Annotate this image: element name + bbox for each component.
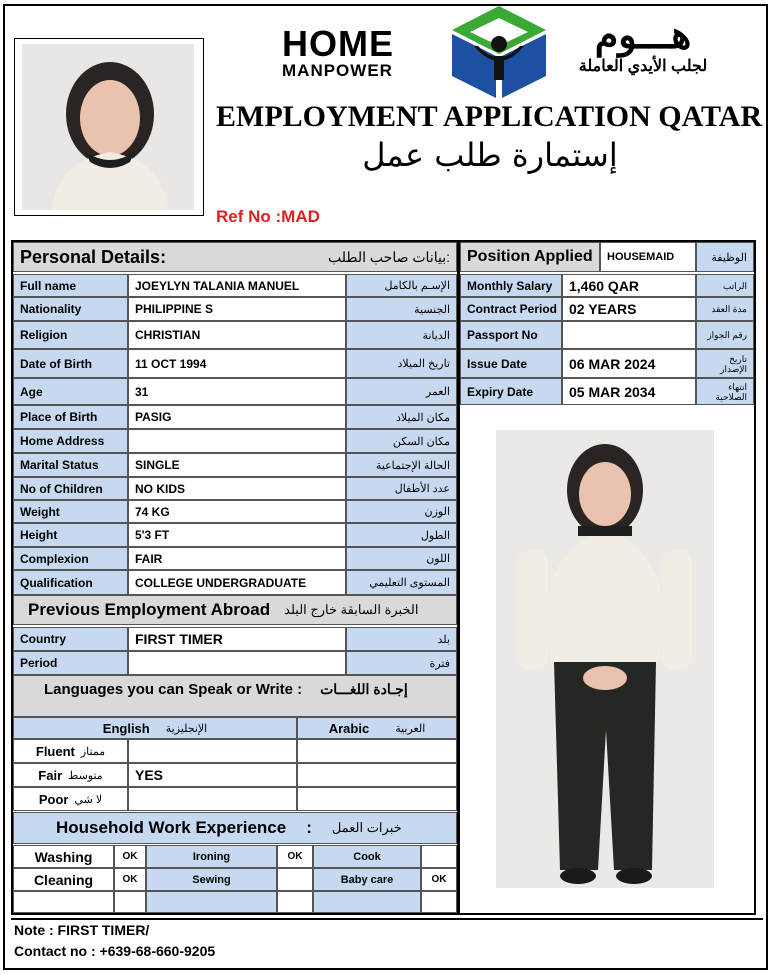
- household-task: Baby care: [313, 868, 421, 891]
- household-empty-cell: [421, 891, 457, 913]
- language-english-value: YES: [128, 763, 297, 787]
- previous-row-label: Period: [13, 651, 128, 675]
- english-header: [13, 717, 297, 739]
- position-row-arabic: الراتب: [696, 274, 754, 297]
- personal-title: Personal Details:: [20, 246, 167, 267]
- position-row-label: Contract Period: [460, 297, 562, 321]
- position-row-label: Monthly Salary: [460, 274, 562, 297]
- languages-title-arabic: إجـادة اللغـــات: [320, 681, 408, 697]
- personal-row-value: JOEYLYN TALANIA MANUEL: [128, 274, 346, 297]
- logo-arabic-name: هـــوم: [594, 15, 692, 57]
- personal-row-value: 74 KG: [128, 500, 346, 523]
- household-empty-cell: [13, 891, 114, 913]
- position-row-label: Issue Date: [460, 349, 562, 378]
- household-task: Ironing: [146, 845, 277, 868]
- language-level: [13, 787, 128, 811]
- household-task-value: OK: [114, 845, 146, 868]
- personal-row-value: PHILIPPINE S: [128, 297, 346, 321]
- household-empty-cell: [114, 891, 146, 913]
- languages-header: [13, 675, 457, 717]
- personal-row-value: NO KIDS: [128, 477, 346, 500]
- english-label-arabic: الإنجليزية: [165, 722, 208, 735]
- language-level: [13, 763, 128, 787]
- language-level-arabic: متوسط: [68, 769, 103, 782]
- personal-row-arabic: المستوى التعليمي: [346, 570, 457, 595]
- personal-row-arabic: الجنسية: [346, 297, 457, 321]
- english-label: English: [102, 720, 150, 736]
- personal-row-label: Date of Birth: [13, 349, 128, 378]
- personal-row-value: [128, 429, 346, 453]
- personal-row-label: Home Address: [13, 429, 128, 453]
- arabic-header: [297, 717, 457, 739]
- personal-row-value: COLLEGE UNDERGRADUATE: [128, 570, 346, 595]
- personal-row-value: 31: [128, 378, 346, 405]
- portrait-photo: [22, 44, 194, 210]
- personal-row-value: SINGLE: [128, 453, 346, 477]
- household-empty-cell: [313, 891, 421, 913]
- languages-title: Languages you can Speak or Write :: [44, 681, 303, 698]
- personal-row-label: Complexion: [13, 547, 128, 570]
- personal-row-label: Religion: [13, 321, 128, 349]
- logo-english: [282, 23, 442, 80]
- position-row-arabic: مدة العقد: [696, 297, 754, 321]
- personal-row-arabic: الحالة الإجتماعية: [346, 453, 457, 477]
- personal-row-arabic: اللون: [346, 547, 457, 570]
- previous-row-label: Country: [13, 627, 128, 651]
- personal-row-arabic: عدد الأطفال: [346, 477, 457, 500]
- personal-row-label: Full name: [13, 274, 128, 297]
- personal-row-value: 11 OCT 1994: [128, 349, 346, 378]
- position-value: HOUSEMAID: [600, 242, 696, 272]
- previous-row-arabic: فترة: [346, 651, 457, 675]
- personal-row-arabic: تاريخ الميلاد: [346, 349, 457, 378]
- language-english-value: [128, 739, 297, 763]
- language-arabic-value: [297, 787, 457, 811]
- personal-row-label: Age: [13, 378, 128, 405]
- household-colon: :: [306, 818, 312, 837]
- language-level-arabic: لا شي: [74, 793, 103, 806]
- household-task: Cook: [313, 845, 421, 868]
- title-english: EMPLOYMENT APPLICATION QATAR: [216, 100, 763, 133]
- language-level-arabic: ممتاز: [80, 745, 106, 758]
- full-body-photo: [496, 430, 714, 888]
- personal-row-arabic: الطول: [346, 523, 457, 547]
- previous-row-value: FIRST TIMER: [128, 627, 346, 651]
- personal-row-arabic: مكان الميلاد: [346, 405, 457, 429]
- household-task-value: OK: [114, 868, 146, 891]
- personal-row-arabic: الإسـم بالكامل: [346, 274, 457, 297]
- footer-note: Note : FIRST TIMER/: [14, 922, 150, 938]
- household-title-arabic: خبرات العمل: [331, 820, 402, 835]
- household-header: [13, 812, 457, 844]
- language-arabic-value: [297, 763, 457, 787]
- previous-header: [13, 595, 457, 625]
- position-title-arabic: الوظيفة: [696, 242, 754, 272]
- previous-row-arabic: بلد: [346, 627, 457, 651]
- personal-row-label: No of Children: [13, 477, 128, 500]
- personal-title-arabic: بيانات صاحب الطلب:: [328, 248, 450, 265]
- personal-row-value: 5'3 FT: [128, 523, 346, 547]
- personal-row-arabic: الوزن: [346, 500, 457, 523]
- language-level-label: Poor: [38, 791, 69, 807]
- logo-manpower-text: MANPOWER: [282, 61, 393, 80]
- position-row-arabic: انتهاء الصلاحية: [696, 378, 754, 405]
- language-level: [13, 739, 128, 763]
- position-row-label: Expiry Date: [460, 378, 562, 405]
- household-empty-cell: [146, 891, 277, 913]
- personal-row-label: Marital Status: [13, 453, 128, 477]
- language-arabic-value: [297, 739, 457, 763]
- logo-arabic: [558, 16, 728, 76]
- household-task-value: [277, 868, 313, 891]
- household-title: Household Work Experience: [56, 818, 287, 837]
- language-level-label: Fair: [38, 767, 63, 783]
- personal-row-value: PASIG: [128, 405, 346, 429]
- personal-row-value: CHRISTIAN: [128, 321, 346, 349]
- personal-row-value: FAIR: [128, 547, 346, 570]
- household-task-value: OK: [421, 868, 457, 891]
- personal-row-label: Nationality: [13, 297, 128, 321]
- household-task-value: OK: [277, 845, 313, 868]
- logo-home-text: HOME: [282, 23, 394, 64]
- household-task-value: [421, 845, 457, 868]
- arabic-label-arabic: العربية: [395, 722, 426, 735]
- household-task: Cleaning: [13, 868, 114, 891]
- personal-row-label: Height: [13, 523, 128, 547]
- personal-row-label: Qualification: [13, 570, 128, 595]
- position-title: Position Applied: [460, 242, 600, 272]
- personal-row-label: Weight: [13, 500, 128, 523]
- position-row-label: Passport No: [460, 321, 562, 349]
- personal-row-arabic: الديانة: [346, 321, 457, 349]
- arabic-label: Arabic: [328, 720, 370, 736]
- reference-number: Ref No :MAD: [216, 207, 320, 226]
- footer-contact: Contact no : +639-68-660-9205: [14, 943, 216, 959]
- personal-header: [13, 242, 457, 272]
- personal-row-arabic: العمر: [346, 378, 457, 405]
- previous-row-value: [128, 651, 346, 675]
- position-row-value: 06 MAR 2024: [562, 349, 696, 378]
- language-level-label: Fluent: [35, 743, 75, 759]
- position-row-value: [562, 321, 696, 349]
- position-row-arabic: تاريخ الإصدار: [696, 349, 754, 378]
- position-row-value: 05 MAR 2034: [562, 378, 696, 405]
- logo-icon: [446, 4, 552, 100]
- household-task: Washing: [13, 845, 114, 868]
- language-english-value: [128, 787, 297, 811]
- position-row-value: 1,460 QAR: [562, 274, 696, 297]
- personal-row-arabic: مكان السكن: [346, 429, 457, 453]
- previous-title-arabic: الخبرة السابقة خارج البلد: [284, 602, 419, 617]
- household-empty-cell: [277, 891, 313, 913]
- position-row-arabic: رقم الجواز: [696, 321, 754, 349]
- logo-arabic-tagline: لجلب الأيدي العاملة: [578, 58, 708, 75]
- title-arabic: إستمارة طلب عمل: [362, 136, 618, 174]
- household-task: Sewing: [146, 868, 277, 891]
- position-row-value: 02 YEARS: [562, 297, 696, 321]
- previous-title: Previous Employment Abroad: [28, 600, 271, 619]
- personal-row-label: Place of Birth: [13, 405, 128, 429]
